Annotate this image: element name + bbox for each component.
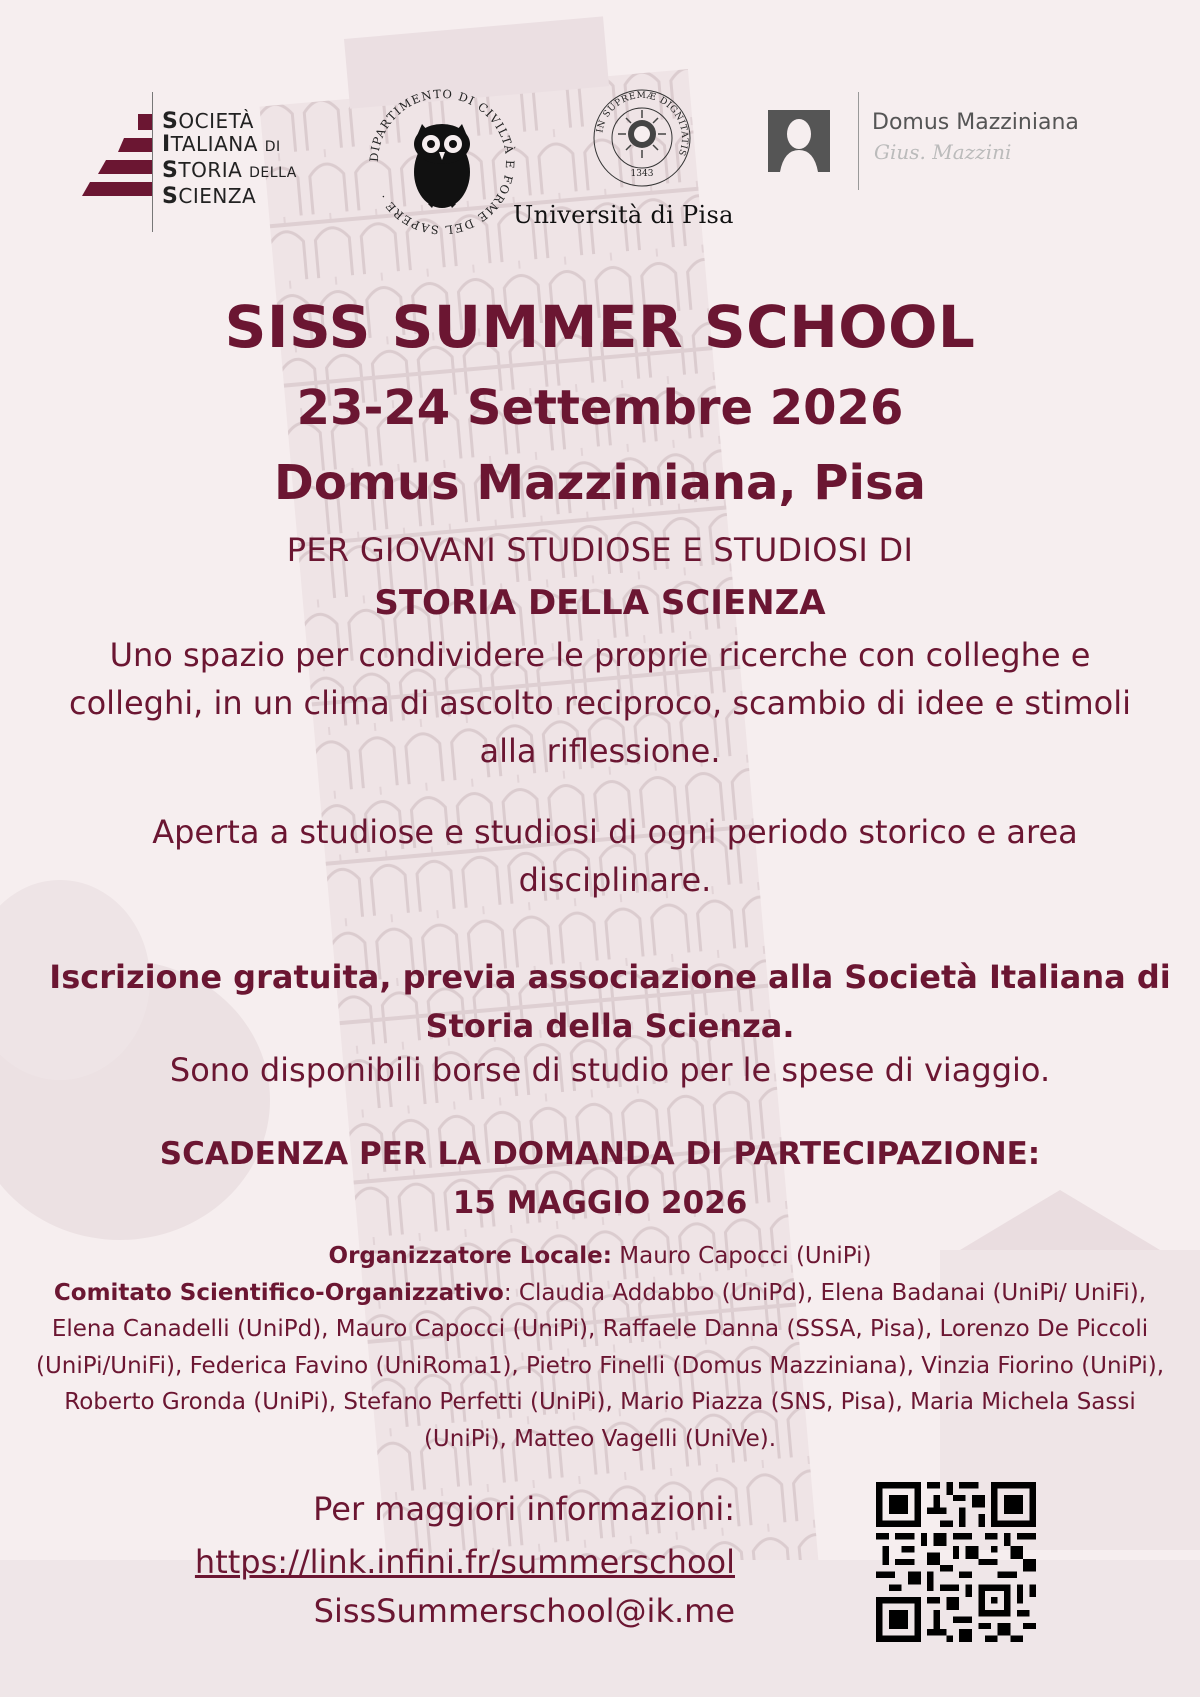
info-link[interactable]: https://link.infini.fr/summerschool <box>194 1543 735 1581</box>
unipi-name: Università di Pisa <box>513 201 734 229</box>
local-organizer-value: Mauro Capocci (UniPi) <box>611 1243 872 1269</box>
scientific-committee-value: : Claudia Addabbo (UniPd), Elena Badanai (UniPi/ UniFi), Elena Canadelli (UniPd), Mauro Capocci (UniPi), Raffaele Danna (SSSA, Pisa), Lorenzo De Piccoli (UniPi/UniFi), Federica Favino (UniRoma1), Pietro Finelli (Domus Mazziniana), Vinzia Fiorino (UniPi), Roberto Gronda (UniPi), Stefano Perfetti (UniPi), Mario Piazza (SNS, Pisa), Maria Michela Sassi (UniPi), Matteo Vagelli (UniVe). <box>35 1279 1165 1452</box>
siss-divider <box>152 92 153 232</box>
siss-word-di: DI <box>264 139 281 155</box>
event-deadline <box>60 1130 1140 1228</box>
event-place: Domus Mazziniana, Pisa <box>274 455 926 511</box>
info-email[interactable]: SissSummerschool@ik.me <box>313 1592 735 1630</box>
event-audience: PER GIOVANI STUDIOSE E STUDIOSI DI <box>286 531 914 569</box>
siss-steps-graphic <box>82 112 152 202</box>
domus-mazziniana-logo <box>766 92 1106 192</box>
unipi-seal-icon <box>590 86 694 190</box>
unipi-logo <box>510 86 780 236</box>
siss-word-storia: TORIA <box>178 158 243 182</box>
siss-word-societa: OCIETÀ <box>178 109 254 133</box>
domus-signature: Gius. Mazzini <box>874 140 1012 164</box>
siss-cap-s: S <box>162 109 179 134</box>
siss-word-della: DELLA <box>249 165 297 181</box>
info-label: Per maggiori informazioni: <box>313 1490 735 1528</box>
portrait-silhouette-icon <box>768 110 830 172</box>
event-intro: Uno spazio per condividere le proprie ricerche con colleghe e colleghi, in un clima di ascolto reciproco, scambio di idee e stimoli alla riflessione. <box>69 636 1131 770</box>
event-open-to: Aperta a studiose e studiosi di ogni periodo storico e area disciplinare. <box>152 813 1078 899</box>
siss-cap-i: I <box>162 132 171 157</box>
siss-word-italiana: TALIANA <box>170 132 258 156</box>
local-organizer-label: Organizzatore Locale: <box>328 1243 612 1269</box>
deadline-label: SCADENZA PER LA DOMANDA DI PARTECIPAZIONE: <box>159 1136 1041 1172</box>
unipi-year: 1343 <box>630 169 654 179</box>
qr-code[interactable] <box>876 1482 1036 1642</box>
dipartimento-ring-text: DIPARTIMENTO DI CIVILTÀ E FORME DEL SAPERE · <box>366 86 518 238</box>
unipi-ring-text: IN SUPREMÆ DIGNITATIS <box>595 90 690 158</box>
event-dates: 23-24 Settembre 2026 <box>296 380 904 436</box>
scientific-committee <box>28 1275 1172 1458</box>
local-organizer <box>28 1238 1172 1275</box>
committee-block <box>28 1238 1172 1457</box>
scientific-committee-label: Comitato Scientifico-Organizzativo <box>53 1279 504 1306</box>
siss-cap-s2: S <box>162 158 179 183</box>
domus-divider <box>858 92 859 190</box>
dipartimento-seal <box>366 86 518 238</box>
event-field: STORIA DELLA SCIENZA <box>374 583 826 623</box>
event-title: SISS SUMMER SCHOOL <box>224 293 976 361</box>
event-registration: Iscrizione gratuita, previa associazione alla Società Italiana di Storia della Scienza. <box>49 958 1171 1045</box>
owl-icon <box>366 86 518 238</box>
siss-logo <box>82 92 322 232</box>
domus-name: Domus Mazziniana <box>872 110 1079 135</box>
deadline-date: 15 MAGGIO 2026 <box>452 1185 748 1221</box>
event-grants: Sono disponibili borse di studio per le spese di viaggio. <box>169 1051 1051 1089</box>
siss-word-scienza: CIENZA <box>178 184 257 208</box>
siss-cap-s3: S <box>162 184 179 209</box>
siss-name <box>162 110 297 208</box>
